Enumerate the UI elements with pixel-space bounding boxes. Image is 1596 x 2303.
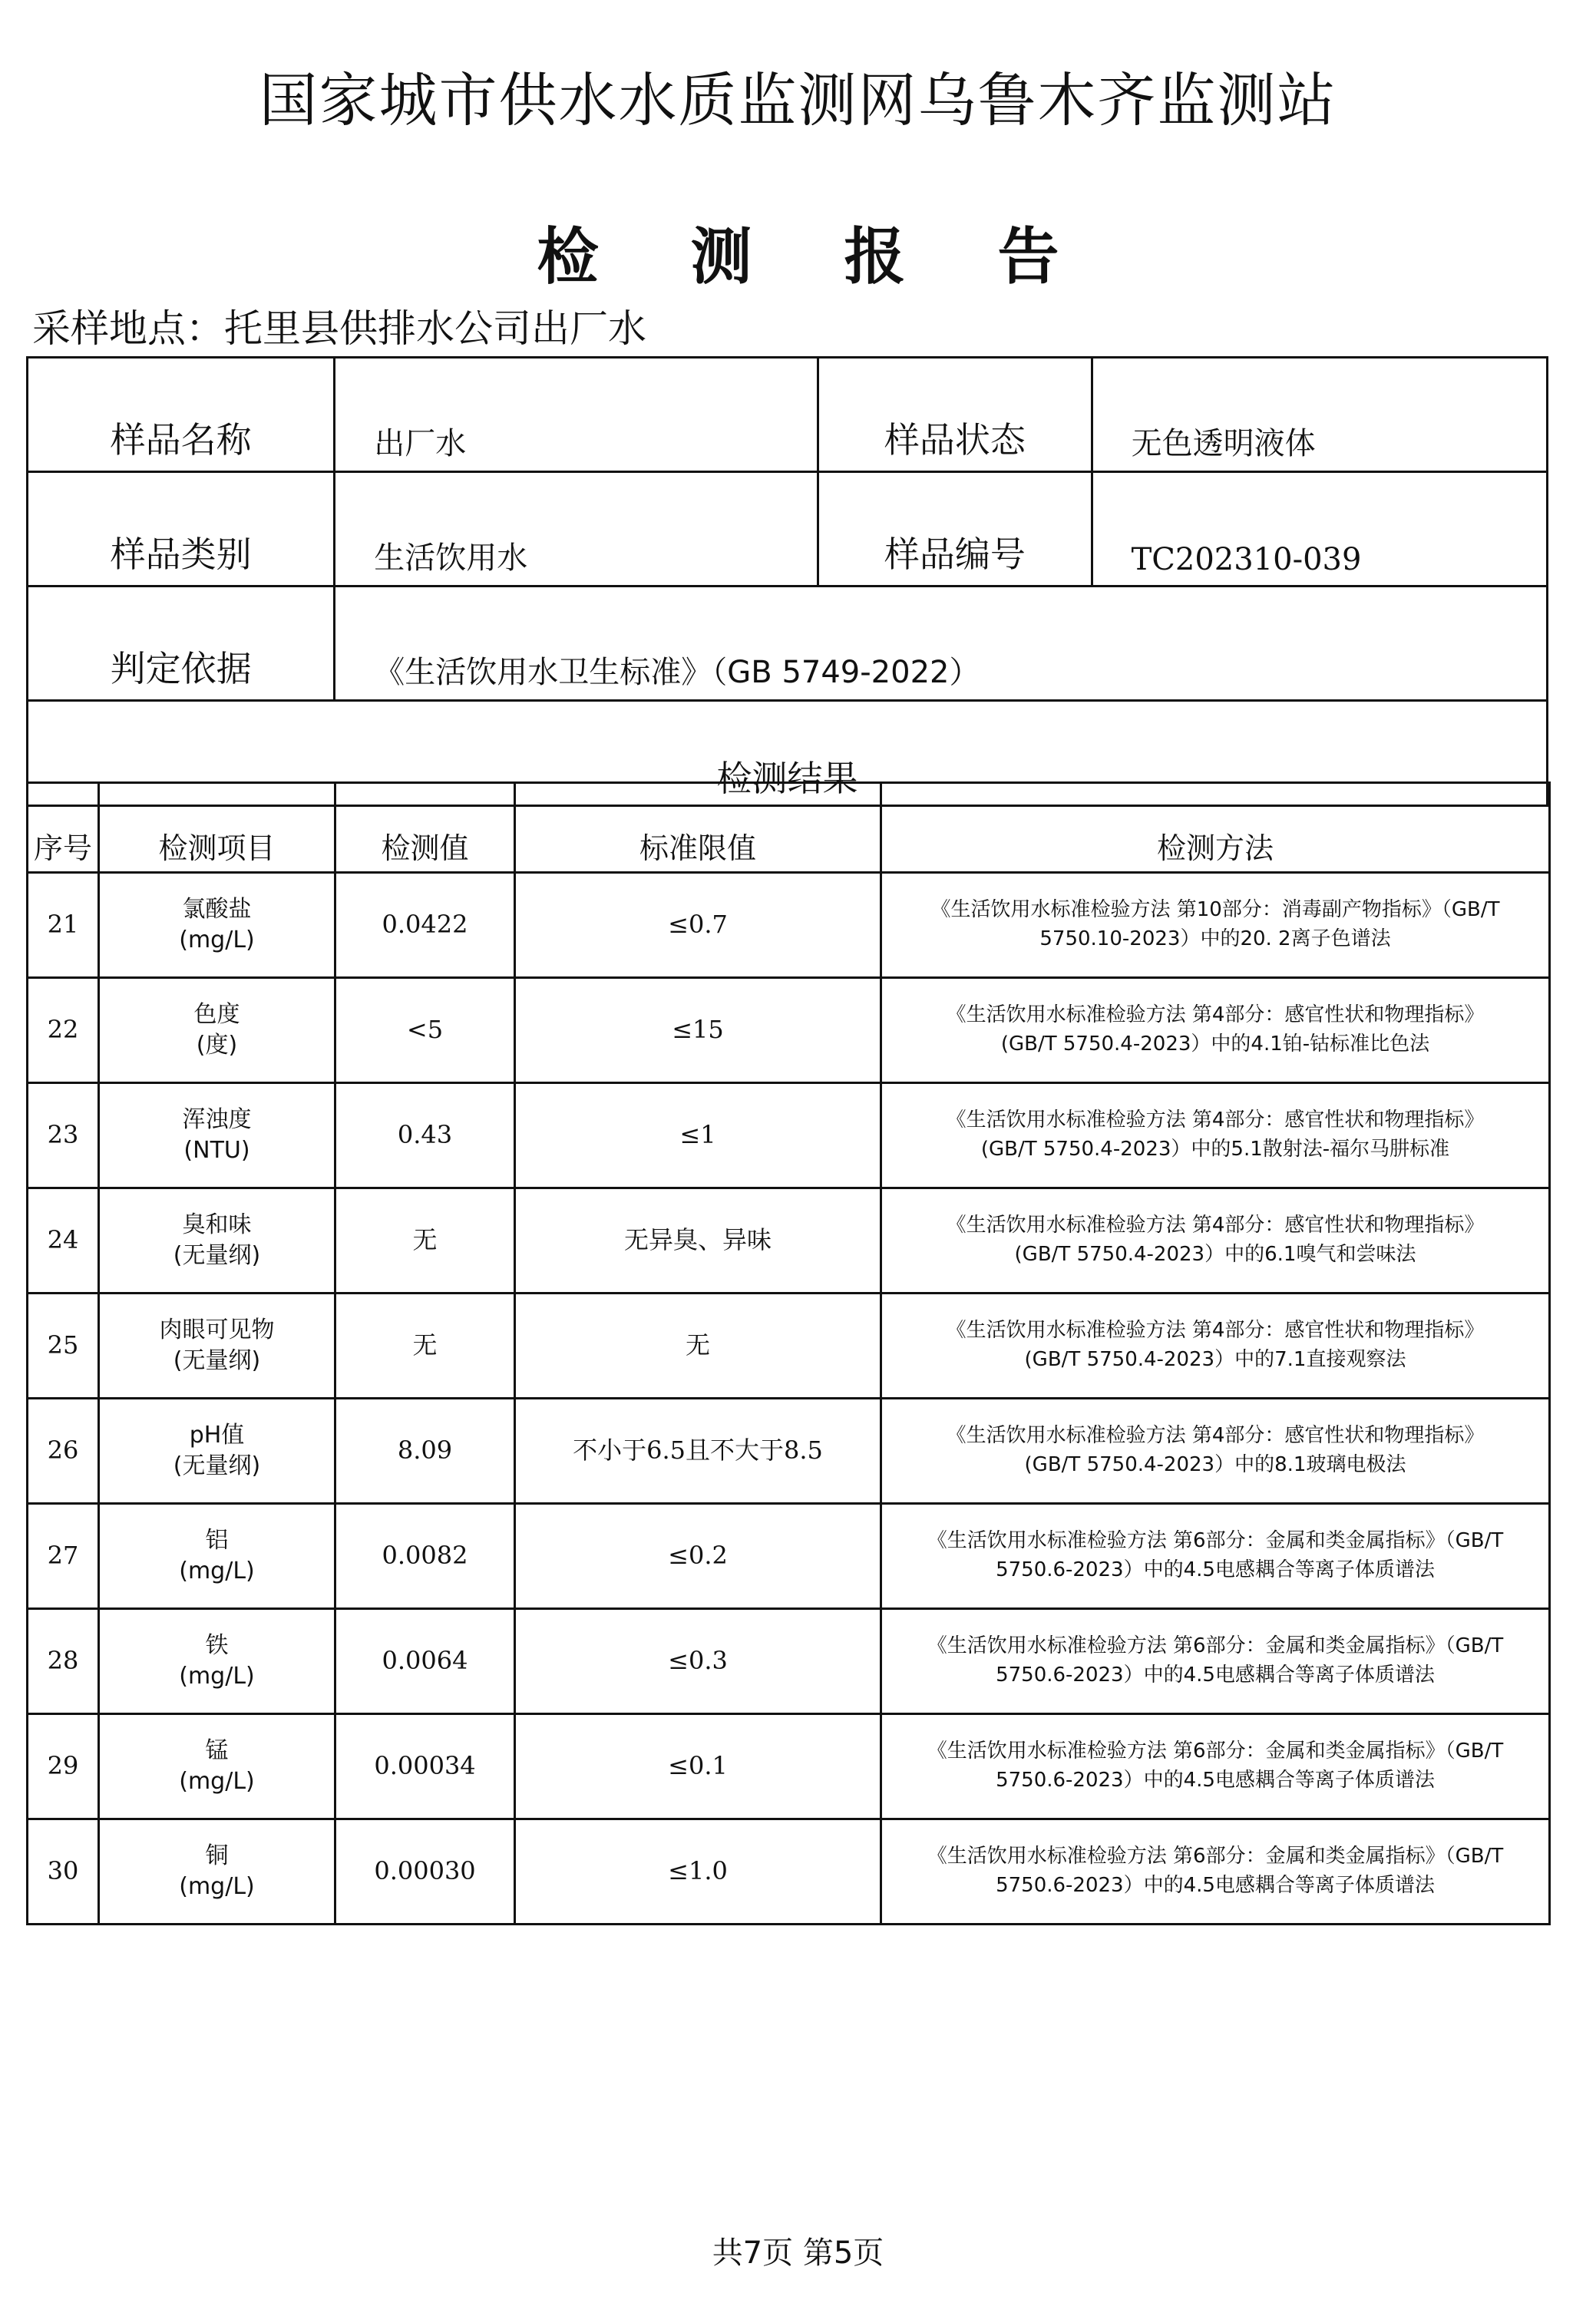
row-value: 无 xyxy=(335,1294,515,1399)
method-line-1: 《生活饮用水标准检验方法 第4部分：感官性状和物理指标》 xyxy=(946,1319,1485,1343)
table-row xyxy=(28,1609,1550,1714)
method-line-2: 5750.6-2023）中的4.5电感耦合等离子体质谱法 xyxy=(996,1769,1435,1792)
row-method xyxy=(881,1188,1550,1294)
method-line-1: 《生活饮用水标准检验方法 第10部分：消毒副产物指标》（GB/T xyxy=(930,898,1500,922)
method-line-2: (GB/T 5750.4-2023）中的7.1直接观察法 xyxy=(1024,1348,1406,1371)
row-no: 28 xyxy=(28,1609,99,1714)
results-table xyxy=(26,781,1551,1925)
item-name: 臭和味 xyxy=(182,1211,252,1238)
row-item xyxy=(99,1609,335,1714)
org-title: 国家城市供水水质监测网乌鲁木齐监测站 xyxy=(259,66,1337,134)
row-no: 26 xyxy=(28,1399,99,1504)
sample-location: 采样地点：托里县供排水公司出厂水 xyxy=(32,306,646,351)
item-unit: (mg/L) xyxy=(179,1873,255,1900)
info-row xyxy=(28,472,1548,586)
row-value: 0.00030 xyxy=(335,1819,515,1925)
row-limit: ≤0.2 xyxy=(515,1504,881,1609)
row-item xyxy=(99,1188,335,1294)
method-line-1: 《生活饮用水标准检验方法 第6部分：金属和类金属指标》（GB/T xyxy=(927,1529,1504,1553)
sample-no-value: TC202310-039 xyxy=(1092,472,1547,586)
item-unit: (度) xyxy=(196,1032,238,1059)
row-method xyxy=(881,873,1550,978)
method-line-1: 《生活饮用水标准检验方法 第4部分：感官性状和物理指标》 xyxy=(946,1003,1485,1027)
row-item xyxy=(99,1714,335,1819)
row-method xyxy=(881,1083,1550,1188)
table-row xyxy=(28,1294,1550,1399)
row-value: 0.00034 xyxy=(335,1714,515,1819)
item-unit: (NTU) xyxy=(183,1137,250,1164)
method-line-2: (GB/T 5750.4-2023）中的5.1散射法-福尔马肼标准 xyxy=(980,1138,1450,1161)
item-unit: (无量纲) xyxy=(173,1452,261,1479)
item-unit: (mg/L) xyxy=(179,927,255,953)
row-method xyxy=(881,1714,1550,1819)
item-name: 锰 xyxy=(205,1736,229,1764)
method-line-2: 5750.6-2023）中的4.5电感耦合等离子体质谱法 xyxy=(996,1664,1435,1687)
results-heading: 检测结果 xyxy=(28,701,1548,806)
header-cell-method: 检测方法 xyxy=(881,783,1550,873)
row-limit: 无 xyxy=(515,1294,881,1399)
header-cell-item: 检测项目 xyxy=(99,783,335,873)
row-item xyxy=(99,873,335,978)
table-row xyxy=(28,873,1550,978)
item-name: 肉眼可见物 xyxy=(159,1316,275,1343)
row-no: 25 xyxy=(28,1294,99,1399)
method-line-1: 《生活饮用水标准检验方法 第6部分：金属和类金属指标》（GB/T xyxy=(927,1740,1504,1763)
sample-type-label: 样品类别 xyxy=(28,472,335,586)
item-name: 氯酸盐 xyxy=(182,895,252,923)
page-number: 共7页 第5页 xyxy=(712,2235,884,2271)
sample-state-value: 无色透明液体 xyxy=(1092,358,1547,472)
row-value: 8.09 xyxy=(335,1399,515,1504)
row-limit: 无异臭、异味 xyxy=(515,1188,881,1294)
row-limit: ≤0.1 xyxy=(515,1714,881,1819)
sample-name-value: 出厂水 xyxy=(335,358,818,472)
info-row xyxy=(28,586,1548,701)
sample-no-label: 样品编号 xyxy=(818,472,1092,586)
sample-type-value: 生活饮用水 xyxy=(335,472,818,586)
sample-info-table xyxy=(26,356,1548,807)
row-no: 29 xyxy=(28,1714,99,1819)
row-item xyxy=(99,1819,335,1925)
row-value: <5 xyxy=(335,978,515,1083)
item-name: pH值 xyxy=(189,1421,245,1449)
item-name: 色度 xyxy=(193,1000,240,1028)
row-limit: ≤1.0 xyxy=(515,1819,881,1925)
basis-label: 判定依据 xyxy=(28,586,335,701)
table-body xyxy=(28,873,1550,1925)
method-line-1: 《生活饮用水标准检验方法 第4部分：感官性状和物理指标》 xyxy=(946,1214,1485,1237)
method-line-1: 《生活饮用水标准检验方法 第4部分：感官性状和物理指标》 xyxy=(946,1424,1485,1448)
method-line-1: 《生活饮用水标准检验方法 第6部分：金属和类金属指标》（GB/T xyxy=(927,1634,1504,1658)
method-line-2: (GB/T 5750.4-2023）中的8.1玻璃电极法 xyxy=(1024,1453,1406,1476)
table-row xyxy=(28,1504,1550,1609)
table-row xyxy=(28,978,1550,1083)
item-unit: (mg/L) xyxy=(179,1663,255,1690)
method-line-2: 5750.10-2023）中的20. 2离子色谱法 xyxy=(1039,927,1391,950)
table-row xyxy=(28,1399,1550,1504)
info-row xyxy=(28,358,1548,472)
row-value: 0.0422 xyxy=(335,873,515,978)
row-item xyxy=(99,1399,335,1504)
row-method xyxy=(881,1819,1550,1925)
row-no: 23 xyxy=(28,1083,99,1188)
item-unit: (mg/L) xyxy=(179,1558,255,1584)
row-no: 27 xyxy=(28,1504,99,1609)
row-item xyxy=(99,1504,335,1609)
item-name: 铝 xyxy=(205,1526,229,1554)
row-value: 0.0064 xyxy=(335,1609,515,1714)
item-name: 铁 xyxy=(205,1631,229,1659)
table-header-row xyxy=(28,783,1550,873)
method-line-1: 《生活饮用水标准检验方法 第6部分：金属和类金属指标》（GB/T xyxy=(927,1845,1504,1869)
row-no: 22 xyxy=(28,978,99,1083)
basis-value: 《生活饮用水卫生标准》（GB 5749-2022） xyxy=(335,586,1548,701)
sample-state-label: 样品状态 xyxy=(818,358,1092,472)
row-item xyxy=(99,1294,335,1399)
row-no: 30 xyxy=(28,1819,99,1925)
row-item xyxy=(99,978,335,1083)
table-row xyxy=(28,1188,1550,1294)
row-limit: ≤15 xyxy=(515,978,881,1083)
item-unit: (mg/L) xyxy=(179,1768,255,1795)
table-row xyxy=(28,1083,1550,1188)
row-limit: ≤1 xyxy=(515,1083,881,1188)
item-unit: (无量纲) xyxy=(173,1347,261,1374)
row-no: 21 xyxy=(28,873,99,978)
row-value: 0.0082 xyxy=(335,1504,515,1609)
row-method xyxy=(881,1609,1550,1714)
sample-name-label: 样品名称 xyxy=(28,358,335,472)
row-limit: ≤0.7 xyxy=(515,873,881,978)
method-line-2: 5750.6-2023）中的4.5电感耦合等离子体质谱法 xyxy=(996,1558,1435,1581)
row-method xyxy=(881,978,1550,1083)
row-item xyxy=(99,1083,335,1188)
header-cell-no: 序号 xyxy=(28,783,99,873)
row-method xyxy=(881,1504,1550,1609)
row-method xyxy=(881,1399,1550,1504)
row-limit: ≤0.3 xyxy=(515,1609,881,1714)
row-limit: 不小于6.5且不大于8.5 xyxy=(515,1399,881,1504)
row-no: 24 xyxy=(28,1188,99,1294)
table-row xyxy=(28,1819,1550,1925)
header-cell-value: 检测值 xyxy=(335,783,515,873)
report-title: 检测报告 xyxy=(537,221,1152,292)
item-name: 浑浊度 xyxy=(182,1105,252,1133)
item-unit: (无量纲) xyxy=(173,1242,261,1269)
row-method xyxy=(881,1294,1550,1399)
row-value: 0.43 xyxy=(335,1083,515,1188)
table-row xyxy=(28,1714,1550,1819)
method-line-2: (GB/T 5750.4-2023）中的4.1铂-钴标准比色法 xyxy=(1000,1033,1430,1056)
method-line-2: (GB/T 5750.4-2023）中的6.1嗅气和尝味法 xyxy=(1014,1243,1416,1266)
row-value: 无 xyxy=(335,1188,515,1294)
item-name: 铜 xyxy=(205,1842,229,1869)
header-cell-limit: 标准限值 xyxy=(515,783,881,873)
method-line-2: 5750.6-2023）中的4.5电感耦合等离子体质谱法 xyxy=(996,1874,1435,1897)
method-line-1: 《生活饮用水标准检验方法 第4部分：感官性状和物理指标》 xyxy=(946,1109,1485,1132)
